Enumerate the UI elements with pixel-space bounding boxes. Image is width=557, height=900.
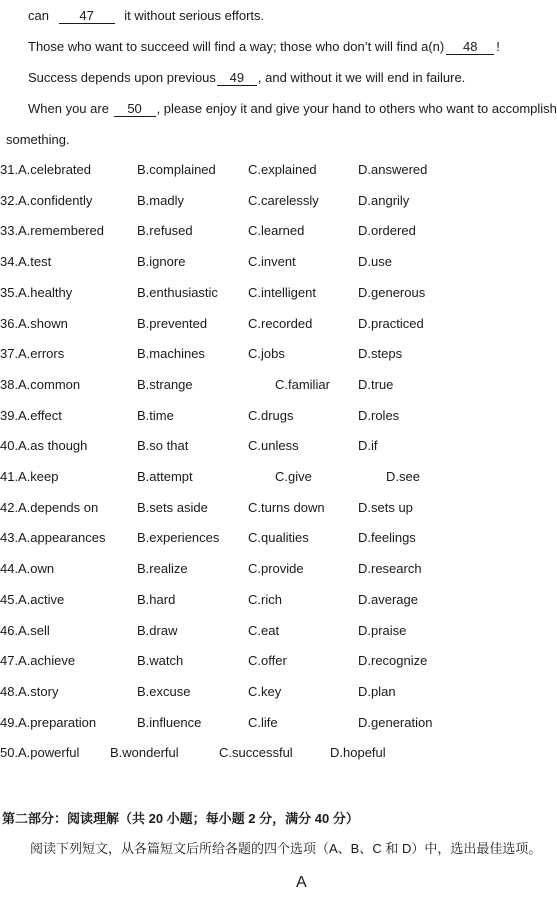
option-c: C.unless	[248, 438, 299, 454]
question-row	[0, 254, 557, 270]
option-d: D.recognize	[358, 653, 428, 669]
question-row	[0, 408, 557, 424]
option-a: A.healthy	[18, 284, 73, 300]
option-d: D.average	[358, 591, 418, 607]
option-a: A.appearances	[18, 530, 106, 546]
answer-blank: 48	[446, 40, 494, 55]
option-a: A.preparation	[18, 714, 97, 730]
passage-text: !	[496, 39, 500, 54]
section-instruction: 阅读下列短文，从各篇短文后所给各题的四个选项（A、B、C 和 D）中，选出最佳选项。	[30, 841, 542, 856]
option-b: B.realize	[137, 561, 188, 577]
option-a: A.own	[18, 561, 55, 577]
option-a: A.celebrated	[18, 162, 91, 177]
section-title: 第二部分：阅读理解（共 20 小题；每小题 2 分，满分 40 分）	[2, 811, 359, 826]
answer-blank: 47	[59, 9, 115, 24]
answer-blank: 49	[217, 71, 257, 86]
passage-text: it without serious efforts.	[124, 8, 265, 23]
option-d: D.feelings	[358, 530, 416, 546]
option-b: B.madly	[137, 192, 184, 208]
option-b: B.experiences	[137, 530, 220, 546]
option-c: C.key	[248, 683, 282, 699]
question-number: 48.	[0, 683, 19, 699]
option-b: B.enthusiastic	[137, 284, 218, 300]
question-row	[0, 715, 557, 731]
option-c: C.rich	[248, 591, 282, 607]
option-c: C.qualities	[248, 530, 309, 546]
option-a: A.story	[18, 683, 59, 699]
option-a: A.test	[18, 254, 52, 270]
question-number: 34.	[0, 254, 19, 270]
option-d: D.roles	[358, 407, 400, 423]
question-row	[0, 285, 557, 301]
option-c: C.life	[248, 714, 278, 730]
option-b: B.watch	[137, 653, 184, 669]
question-row	[0, 377, 557, 393]
passage-text: Success depends upon previous	[28, 70, 216, 85]
option-a: A.common	[18, 376, 81, 392]
option-b: B.sets aside	[137, 499, 208, 515]
question-number: 49.	[0, 714, 19, 730]
option-b: B.refused	[137, 223, 193, 239]
option-d: D.research	[358, 561, 422, 577]
question-number: 37.	[0, 346, 19, 362]
question-number: 41.	[0, 469, 19, 484]
option-a: A.confidently	[18, 192, 93, 208]
option-d: D.true	[358, 376, 394, 392]
question-row	[0, 561, 557, 577]
option-d: D.angrily	[358, 192, 410, 208]
question-row	[0, 223, 557, 239]
option-a: A.sell	[18, 622, 50, 638]
question-number: 32.	[0, 192, 19, 208]
option-d: D.use	[358, 254, 392, 270]
option-c: C.learned	[248, 223, 305, 239]
question-number: 39.	[0, 407, 19, 423]
option-a: A.active	[18, 591, 65, 607]
passage-label: A	[296, 874, 307, 891]
option-d: D.sets up	[358, 499, 413, 515]
question-row	[0, 346, 557, 362]
passage-line-4	[28, 101, 557, 117]
question-number: 35.	[0, 284, 19, 300]
question-row	[0, 530, 557, 546]
option-d: D.see	[386, 469, 420, 484]
option-d: D.answered	[358, 162, 428, 177]
option-a: A.keep	[18, 469, 59, 484]
option-d: D.hopeful	[330, 745, 386, 761]
option-d: D.praise	[358, 622, 407, 638]
passage-line-3	[28, 70, 465, 86]
option-c: C.provide	[248, 561, 304, 577]
question-number: 38.	[0, 376, 19, 392]
option-c: C.give	[275, 469, 312, 484]
question-number: 44.	[0, 561, 19, 577]
option-b: B.wonderful	[110, 745, 179, 761]
question-number: 31.	[0, 162, 19, 177]
option-d: D.generation	[358, 714, 433, 730]
passage-text: When you are	[28, 101, 109, 116]
option-a: A.shown	[18, 315, 68, 331]
option-c: C.recorded	[248, 315, 313, 331]
question-row	[0, 745, 557, 761]
option-b: B.hard	[137, 591, 176, 607]
option-d: D.if	[358, 438, 378, 454]
question-row	[0, 653, 557, 669]
option-b: B.attempt	[137, 469, 193, 484]
option-b: B.ignore	[137, 254, 186, 270]
option-b: B.machines	[137, 346, 205, 362]
option-c: C.turns down	[248, 499, 325, 515]
option-c: C.invent	[248, 254, 296, 270]
option-c: C.successful	[219, 745, 293, 761]
question-row	[0, 162, 557, 178]
question-number: 46.	[0, 622, 19, 638]
option-c: C.offer	[248, 653, 287, 669]
option-d: D.generous	[358, 284, 426, 300]
question-row	[0, 438, 557, 454]
passage-text: Those who want to succeed will find a way; those who don’t will find a(n)	[28, 39, 445, 54]
question-number: 36.	[0, 315, 19, 331]
question-number: 33.	[0, 223, 19, 239]
option-c: C.familiar	[275, 376, 330, 392]
option-d: D.plan	[358, 683, 396, 699]
passage-line-1	[28, 8, 264, 24]
option-c: C.jobs	[248, 346, 285, 362]
option-b: B.complained	[137, 162, 216, 177]
option-c: C.intelligent	[248, 284, 316, 300]
question-row	[0, 500, 557, 516]
question-number: 43.	[0, 530, 19, 546]
option-b: B.draw	[137, 622, 178, 638]
question-number: 45.	[0, 591, 19, 607]
option-b: B.time	[137, 407, 174, 423]
question-number: 47.	[0, 653, 19, 669]
question-row	[0, 316, 557, 332]
option-c: C.carelessly	[248, 192, 319, 208]
option-a: A.as though	[18, 438, 88, 454]
option-d: D.steps	[358, 346, 403, 362]
passage-line-2	[28, 39, 500, 55]
option-d: D.practiced	[358, 315, 424, 331]
option-b: B.so that	[137, 438, 189, 454]
option-a: A.powerful	[18, 745, 80, 761]
question-row	[0, 592, 557, 608]
question-number: 42.	[0, 499, 19, 515]
passage-text: , and without it we will end in failure.	[257, 70, 466, 85]
question-row	[0, 623, 557, 639]
option-c: C.drugs	[248, 407, 294, 423]
passage-text: can	[28, 8, 49, 23]
option-b: B.prevented	[137, 315, 208, 331]
answer-blank: 50	[114, 102, 156, 117]
option-c: C.eat	[248, 622, 280, 638]
option-b: B.excuse	[137, 683, 191, 699]
option-c: C.explained	[248, 162, 317, 177]
passage-text: , please enjoy it and give your hand to others who want to accomplish	[156, 101, 557, 116]
option-a: A.depends on	[18, 499, 99, 515]
question-row	[0, 469, 557, 485]
option-a: A.effect	[18, 407, 62, 423]
question-number: 40.	[0, 438, 19, 454]
question-row	[0, 684, 557, 700]
passage-line-5: something.	[6, 132, 70, 147]
option-a: A.errors	[18, 346, 65, 362]
question-number: 50.	[0, 745, 19, 761]
option-b: B.influence	[137, 714, 202, 730]
question-row	[0, 193, 557, 209]
option-a: A.achieve	[18, 653, 76, 669]
option-d: D.ordered	[358, 223, 416, 239]
option-b: B.strange	[137, 376, 193, 392]
option-a: A.remembered	[18, 223, 104, 239]
